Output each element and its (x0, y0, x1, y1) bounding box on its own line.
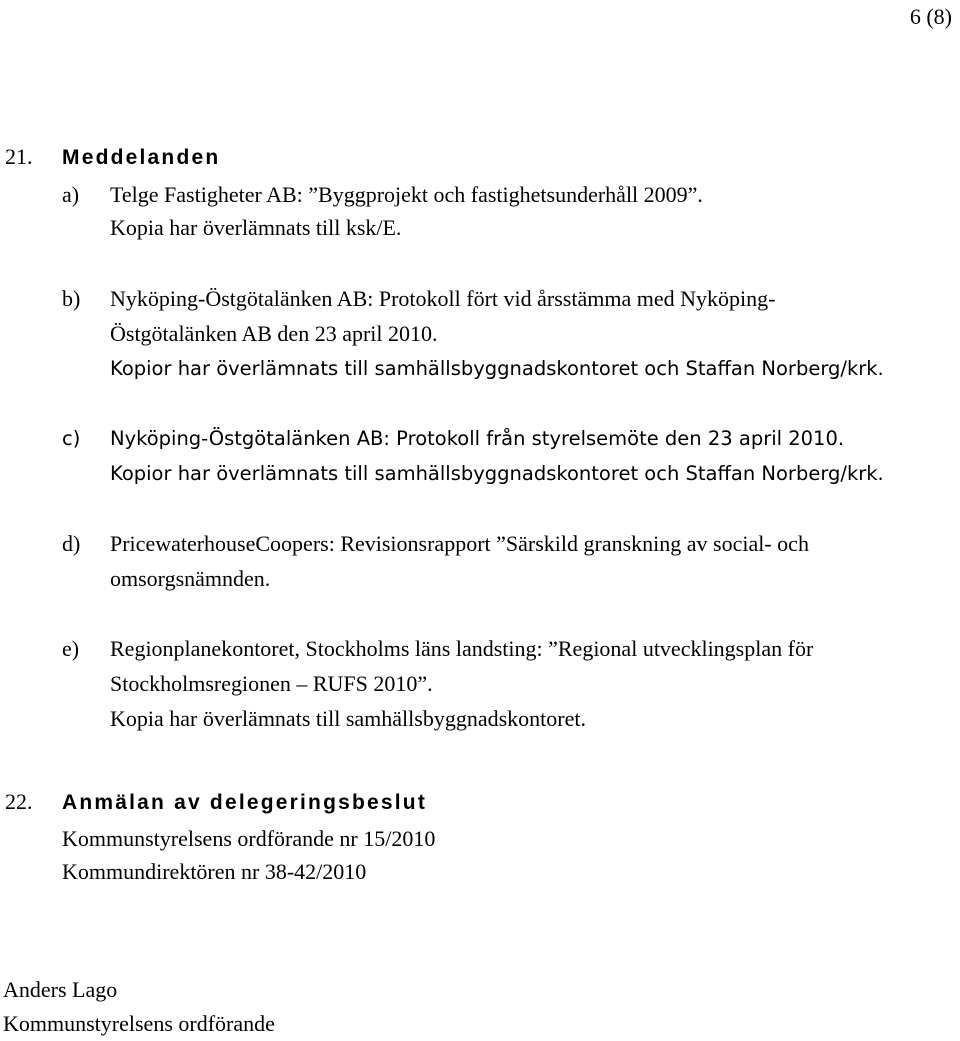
item-letter: d) (62, 531, 81, 556)
item-line: omsorgsnämnden. (110, 566, 271, 591)
item-line: Telge Fastigheter AB: ”Byggprojekt och fastighetsunderhåll 2009”. (110, 182, 703, 207)
item-line: Regionplanekontoret, Stockholms läns landsting: ”Regional utvecklingsplan för (110, 636, 814, 661)
signature-title: Kommunstyrelsens ordförande (3, 1011, 275, 1036)
item-line: Nyköping-Östgötalänken AB: Protokoll fört vid årsstämma med Nyköping- (110, 286, 776, 311)
item-letter: e) (62, 636, 80, 661)
item-letter: a) (62, 182, 80, 207)
item-line: Stockholmsregionen – RUFS 2010”. (110, 671, 433, 696)
item-line: PricewaterhouseCoopers: Revisionsrapport ”Särskild granskning av social- och (110, 531, 809, 556)
item-line: Östgötalänken AB den 23 april 2010. (110, 321, 438, 346)
section-title: Anmälan av delegeringsbeslut (62, 791, 428, 814)
item-line: Kopia har överlämnats till ksk/E. (110, 215, 402, 240)
item-line: Kopior har överlämnats till samhällsbyggnadskontoret och Staffan Norberg/krk. (110, 357, 884, 380)
section-number: 21. (5, 144, 33, 169)
item-line: Nyköping-Östgötalänken AB: Protokoll från styrelsemöte den 23 april 2010. (110, 427, 845, 450)
page-number: 6 (8) (909, 4, 952, 29)
item-line: Kopia har överlämnats till samhällsbyggnadskontoret. (110, 706, 586, 731)
item-letter: b) (62, 286, 81, 311)
item-line: Kopior har överlämnats till samhällsbyggnadskontoret och Staffan Norberg/krk. (110, 462, 884, 485)
decision-line: Kommunstyrelsens ordförande nr 15/2010 (62, 826, 436, 851)
decision-line: Kommundirektören nr 38-42/2010 (62, 859, 367, 884)
item-letter: c) (62, 427, 81, 450)
section-title: Meddelanden (62, 146, 221, 169)
section-number: 22. (5, 789, 33, 814)
signature-name: Anders Lago (3, 977, 118, 1002)
